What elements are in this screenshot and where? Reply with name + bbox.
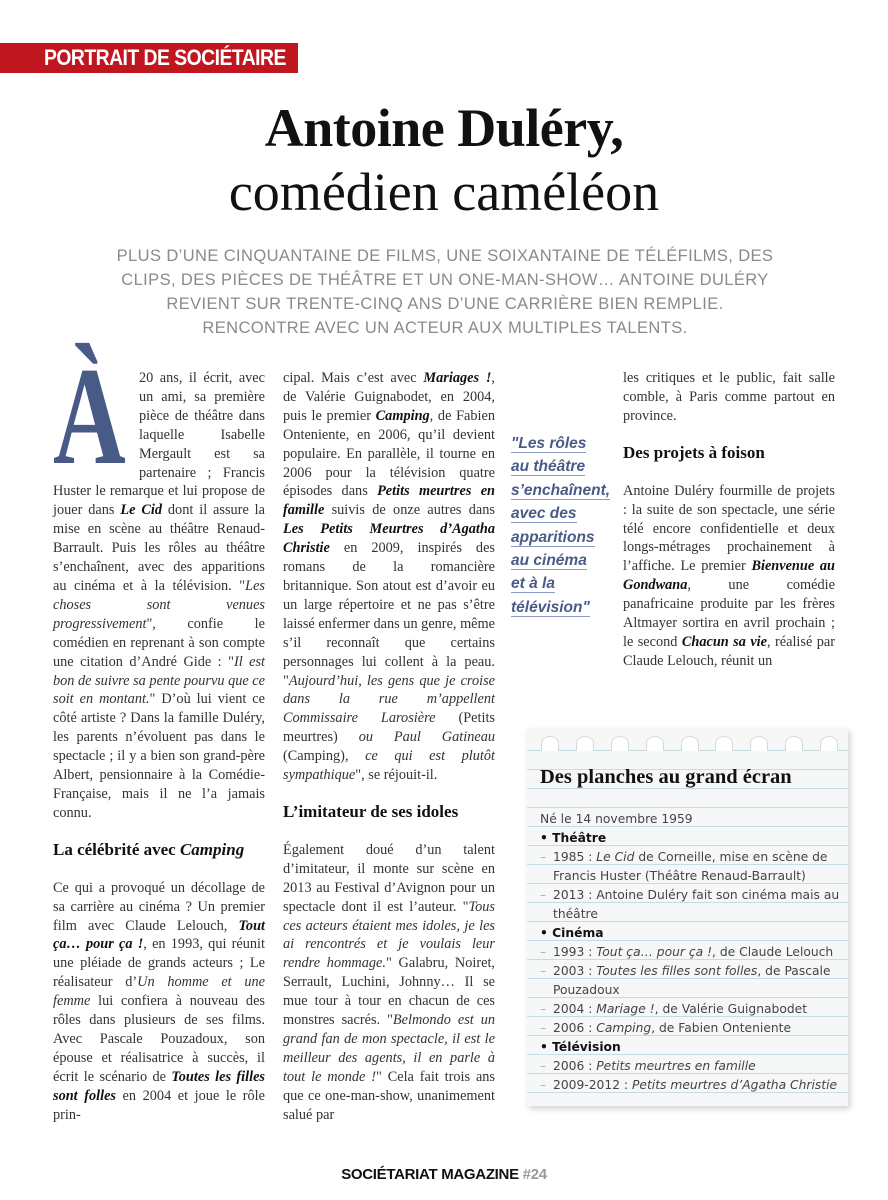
text-run: • Télévision: [540, 1040, 621, 1054]
list-item: [540, 1057, 840, 1076]
pull-quote-line: "Les rôles: [511, 435, 587, 452]
text-run: Ce qui a provoqué un décollage de sa carrière au cinéma ? Un premier film avec Claude Lelouch,: [53, 879, 265, 934]
text-run: 2004 :: [553, 1002, 597, 1016]
emphasized-text: Le Cid: [120, 502, 163, 519]
list-item: [540, 943, 840, 962]
list-item: [540, 848, 840, 886]
section-label: PORTRAIT DE SOCIÉTAIRE: [44, 45, 286, 70]
pull-quote-line: apparitions: [511, 528, 595, 546]
text-run: ", confie le comédien en reprenant à son compte une citation d’André Gide : ": [53, 615, 265, 670]
page-footer: [0, 1166, 888, 1184]
emphasized-text: Mariages !: [423, 370, 492, 386]
paragraph: [283, 369, 495, 785]
ring-hole-icon: [611, 736, 629, 751]
ring-hole-icon: [820, 736, 838, 751]
text-run: 1993 :: [553, 945, 597, 959]
text-run: dont il assure la mise en scène au théâtre Renaud-Barrault. Puis les rôles au théâtre s’enchaînent, avec des apparitions au cinéma et à la télévision. ": [53, 502, 265, 594]
emphasized-text: Mariage !: [596, 1002, 655, 1016]
career-sidebar-box: [527, 728, 848, 1106]
text-run: • Théâtre: [540, 831, 607, 845]
text-run: 2003 :: [553, 964, 597, 978]
emphasized-text: Il est bon de suivre sa pente pourvu que ce soit en montant.: [53, 653, 265, 708]
section-banner: [0, 43, 298, 73]
text-run: 2009-2012 :: [553, 1078, 632, 1092]
text-run: , une comédie panafricaine produite par les frères Altmayer sortira en avril prochain ; le second: [623, 577, 835, 650]
ring-hole-icon: [646, 736, 664, 751]
list-item: [540, 1076, 840, 1095]
text-run: " Galabru, Noiret, Serrault, Luchini, Johnny… Il se mue tour à tour en chacun de ces monstres sacrés. ": [283, 955, 496, 1029]
emphasized-text: Aujourd’hui, les gens que je croise dans la rue m’appellent Commissaire Larosière: [283, 672, 495, 727]
emphasized-text: Tous ces acteurs étaient mes idoles, je les ai rencontrés et je voulais leur rendre hommage.: [283, 898, 495, 972]
emphasized-text: Chacun sa vie: [681, 633, 767, 650]
emphasized-text: Les Petits Meurtres d’Agatha Christie: [283, 521, 495, 557]
text-run: cipal. Mais c’est avec: [283, 370, 424, 386]
paragraph: [283, 841, 495, 1125]
text-run: " D’où lui vient ce côté artiste ? Dans la famille Duléry, les parents n’évoluent pas dans le spectacle ; il y a bien son grand-père Albert, pensionnaire à la Comédie-Française, mais il ne l’a jamais connu.: [53, 691, 265, 821]
career-list: [540, 810, 840, 1095]
emphasized-text: Petits meurtres en famille: [283, 483, 495, 519]
list-item: [540, 962, 840, 1000]
text-run: 2006 :: [553, 1059, 597, 1073]
text-run: • Cinéma: [540, 926, 604, 940]
text-run: les critiques et le public, fait salle comble, à Paris comme partout en province.: [623, 370, 835, 424]
emphasized-text: Le Cid: [596, 850, 635, 864]
text-run: 2013 : Antoine Duléry fait son cinéma mais au théâtre: [553, 888, 840, 921]
text-run: en 2009, inspirés des romans de la romancière britannique. Son atout est d’avoir eu un large répertoire et ne pas s’être laissé enfermer dans un genre, même s’il reconnaît que certains personnages lui collent à la peau. ": [283, 540, 495, 689]
text-run: 20 ans, il écrit, avec un ami, sa première pièce de théâtre dans laquelle Isabelle Mergault est sa partenaire ; Francis Huster le remarque et lui propose de jouer dans: [53, 370, 265, 519]
emphasized-text: Les choses sont venues progressivement: [53, 577, 265, 632]
text-run: , de Pascale Pouzadoux: [553, 964, 831, 997]
ring-hole-icon: [715, 736, 733, 751]
emphasized-text: Toutes les filles sont folles: [53, 1068, 265, 1104]
section-heading: [283, 801, 495, 823]
emphasized-text: Camping: [179, 839, 245, 859]
text-run: , de Claude Lelouch: [712, 945, 834, 959]
text-run: suivis de onze autres dans: [324, 502, 495, 519]
birth-date: [540, 810, 840, 829]
pull-quote-line: et à la: [511, 575, 555, 593]
notebook-rings: [541, 736, 838, 750]
text-run: 1985 :: [553, 850, 597, 864]
emphasized-text: ce qui est plutôt sympathique: [283, 748, 495, 784]
paragraph: [53, 879, 265, 1125]
article-column-2: [283, 369, 495, 1125]
list-category: [540, 924, 840, 943]
emphasized-text: Bienvenue au Gondwana: [623, 558, 836, 594]
ring-hole-icon: [750, 736, 768, 751]
text-run: , réalisé par Claude Lelouch, réunit un: [623, 633, 835, 669]
text-run: lui confiera à nouveau des rôles dans plusieurs de ses films. Avec Pascale Pouzadoux, son épouse et réalisatrice à succès, il écrit le scénario de: [53, 993, 265, 1085]
text-run: de Corneille, mise en scène de Francis Huster (Théâtre Renaud-Barrault): [553, 850, 828, 883]
text-run: (Petits meurtres): [283, 710, 495, 746]
article-title: Antoine Duléry,: [264, 98, 624, 158]
emphasized-text: Toutes les filles sont folles: [596, 964, 758, 978]
article-subtitle: comédien caméléon: [228, 162, 660, 222]
text-run: , en 1993, qui réunit une pléiade de grands acteurs ; Le réalisateur d’: [53, 936, 265, 991]
emphasized-text: Petits meurtres en famille: [596, 1059, 756, 1073]
emphasized-text: Camping: [596, 1021, 652, 1035]
text-run: " Cela fait trois ans que ce one-man-show, unanimement salué par: [283, 1068, 495, 1123]
text-run: (Camping),: [283, 748, 366, 765]
pull-quote-line: s’enchaînent,: [511, 481, 611, 499]
section-heading: [53, 839, 265, 861]
text-run: Des projets à foison: [623, 442, 765, 462]
text-run: L’imitateur de ses idoles: [283, 801, 459, 821]
pull-quote-line: au cinéma: [511, 552, 587, 570]
issue-number: #24: [522, 1166, 547, 1183]
pull-quote-line: avec des: [511, 505, 577, 523]
article-column-3: [623, 369, 835, 671]
list-item: [540, 886, 840, 924]
sidebar-title: Des planches au grand écran: [540, 766, 792, 788]
magazine-name: SOCIÉTARIAT MAGAZINE: [341, 1166, 519, 1183]
paragraph: [623, 482, 835, 671]
text-run: Antoine Duléry fourmille de projets : la suite de son spectacle, une série télé encore confidentielle et deux longs-métrages prochainement à l’affiche. Le premier: [623, 482, 835, 575]
pull-quote: [511, 432, 611, 619]
text-run: , de Valérie Guignabodet, en 2004, puis le premier: [283, 370, 495, 424]
list-item: [540, 1019, 840, 1038]
paragraph: [623, 369, 835, 426]
emphasized-text: Camping: [375, 407, 430, 424]
emphasized-text: Tout ça… pour ça !: [53, 917, 265, 953]
text-run: Également doué d’un talent d’imitateur, il monte sur scène en 2013 au Festival d’Avignon pour un spectacle dont il est l’auteur. ": [283, 841, 495, 915]
emphasized-text: Belmondo est un grand fan de mon spectacle, il est le meilleur des agents, il en parle à tout le monde !: [283, 1012, 495, 1085]
text-run: , de Fabien Onteniente, en 2006, qu’il devient populaire. En parallèle, il tourne en 2006 pour la télévision quatre épisodes dans: [283, 407, 496, 500]
pull-quote-line: au théâtre: [511, 458, 586, 476]
list-category: [540, 829, 840, 848]
pull-quote-line: télévision": [511, 598, 590, 616]
text-run: 2006 :: [553, 1021, 597, 1035]
text-run: ", se réjouit-il.: [355, 767, 438, 784]
ring-hole-icon: [681, 736, 699, 751]
drop-cap: À: [53, 339, 126, 494]
text-run: en 2004 et joue le rôle prin-: [53, 1087, 265, 1123]
list-category: [540, 1038, 840, 1057]
paragraph: [53, 339, 265, 823]
article-lead: PLUS D’UNE CINQUANTAINE DE FILMS, UNE SOIXANTAINE DE TÉLÉFILMS, DES CLIPS, DES PIÈCES DE THÉÂTRE ET UN ONE-MAN-SHOW… ANTOINE DULÉRY REVIENT SUR TRENTE-CINQ ANS D’UNE CARRIÈRE BIEN REMPLIE. RENCONTRE AVEC UN ACTEUR AUX MULTIPLES TALENTS.: [116, 247, 774, 337]
emphasized-text: Tout ça… pour ça !: [596, 945, 713, 959]
text-run: , de Fabien Onteniente: [651, 1021, 792, 1035]
ring-hole-icon: [576, 736, 594, 751]
ring-hole-icon: [785, 736, 803, 751]
text-run: , de Valérie Guignabodet: [654, 1002, 808, 1016]
list-item: [540, 1000, 840, 1019]
emphasized-text: Un homme et une femme: [53, 974, 265, 1010]
drop-cap-box: [53, 339, 133, 494]
text-run: Né le 14 novembre 1959: [540, 812, 693, 826]
section-heading: [623, 442, 835, 464]
article-column-1: [53, 339, 265, 1125]
text-run: La célébrité avec: [53, 839, 180, 859]
emphasized-text: Petits meurtres d’Agatha Christie: [632, 1078, 838, 1092]
emphasized-text: ou Paul Gatineau: [358, 729, 495, 746]
ring-hole-icon: [541, 736, 559, 751]
